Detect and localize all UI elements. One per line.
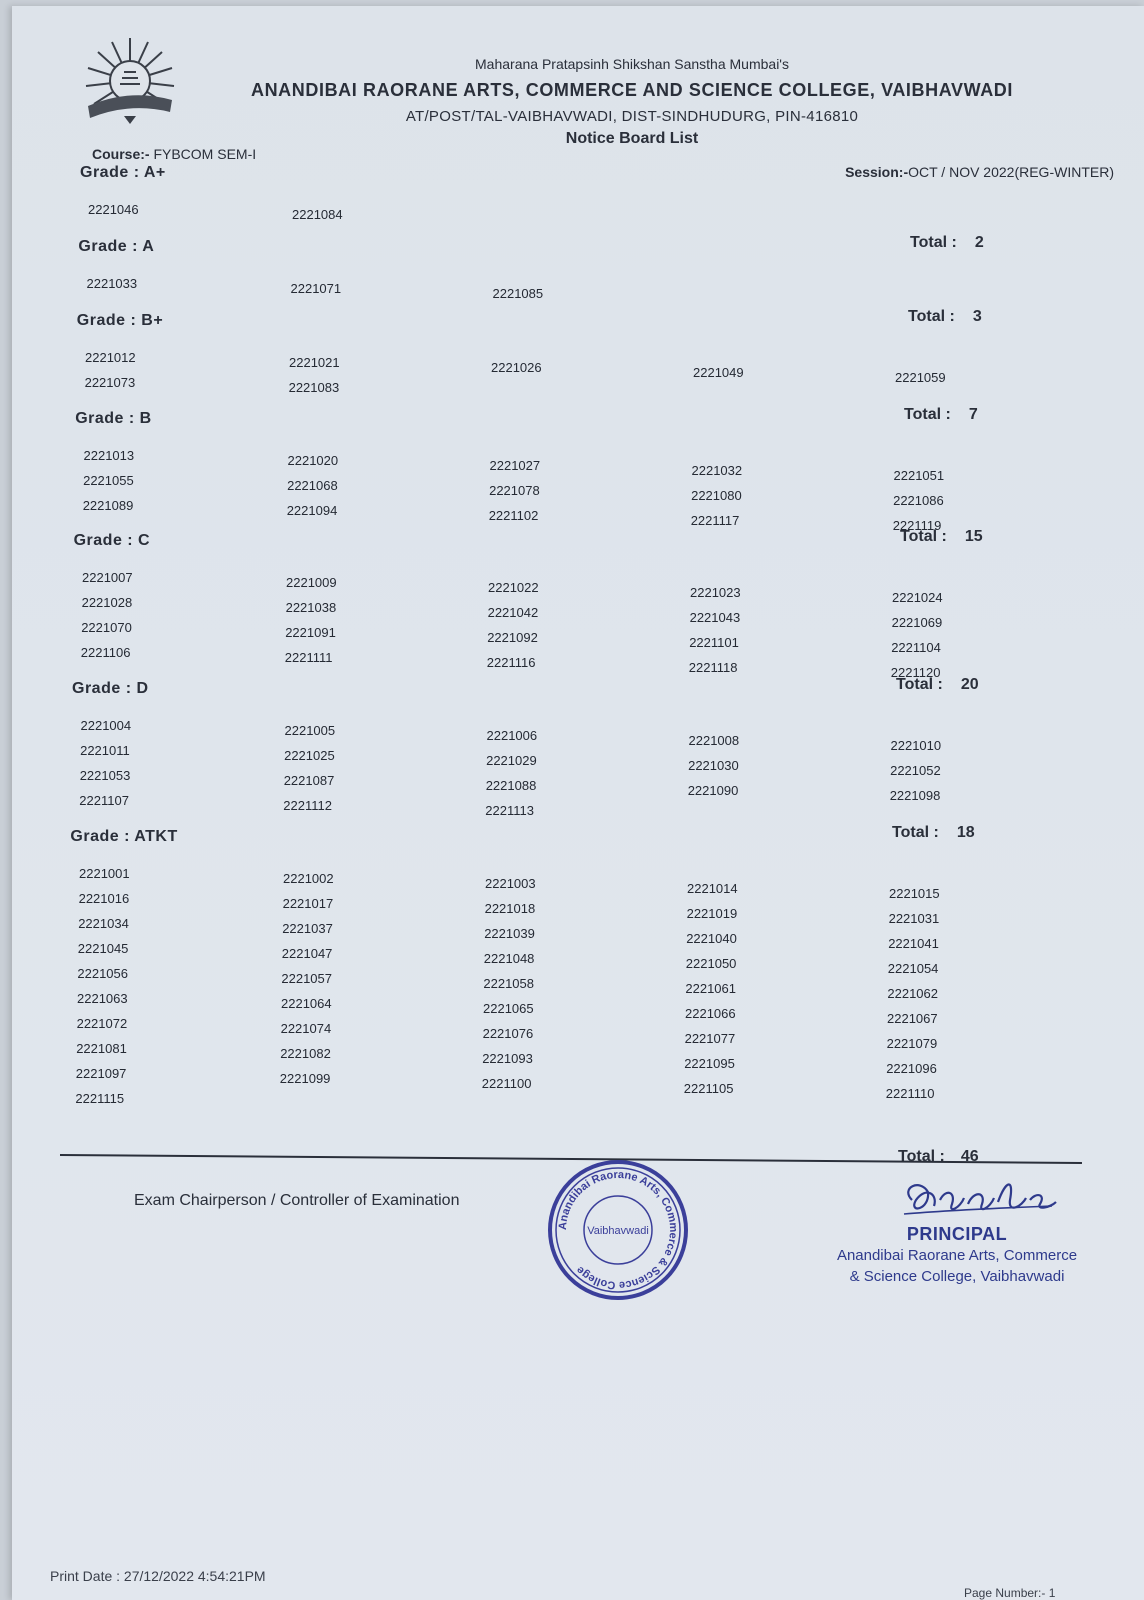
grade-total-value: 18 [956, 824, 975, 841]
roll-number: 2221104 [891, 640, 941, 655]
roll-number: 2221080 [691, 488, 742, 503]
roll-number: 2221029 [486, 753, 537, 768]
principal-block [832, 1224, 1082, 1287]
grand-total-value: 46 [960, 1148, 979, 1165]
college-name: ANANDIBAI RAORANE ARTS, COMMERCE AND SCIENCE COLLEGE, VAIBHAVWADI [250, 80, 1013, 100]
grade-title: Grade : A [78, 238, 155, 255]
grade-total [904, 406, 978, 424]
grade-title: Grade : B+ [76, 312, 164, 329]
roll-number: 2221115 [75, 1091, 125, 1106]
roll-number: 2221092 [487, 630, 538, 645]
roll-number: 2221110 [885, 1086, 935, 1101]
notice-sheet [12, 6, 1144, 1600]
grade-total-label: Total : [904, 406, 951, 423]
roll-number: 2221073 [84, 375, 136, 390]
grand-total-label: Total : [898, 1148, 945, 1165]
roll-number: 2221012 [85, 350, 136, 365]
college-address: AT/POST/TAL-VAIBHAVWADI, DIST-SINDHUDURG, PIN-416810 [405, 108, 859, 125]
roll-number: 2221045 [77, 941, 129, 956]
roll-number: 2221113 [485, 803, 534, 818]
principal-college-line1: Anandibai Raorane Arts, Commerce [836, 1247, 1078, 1264]
college-logo-icon [80, 36, 180, 126]
roll-number: 2221042 [487, 605, 539, 620]
roll-number: 2221090 [687, 783, 739, 798]
print-date: Print Date : 27/12/2022 4:54:21PM [50, 1568, 266, 1584]
roll-number: 2221081 [76, 1041, 127, 1056]
roll-number: 2221015 [889, 886, 940, 901]
session-label: Session:- [845, 164, 909, 180]
roll-number: 2221014 [687, 881, 738, 896]
roll-number: 2221100 [481, 1076, 532, 1091]
roll-number: 2221050 [685, 956, 737, 971]
roll-number: 2221068 [287, 478, 338, 493]
roll-number: 2221032 [691, 463, 743, 478]
roll-number: 2221022 [488, 580, 539, 595]
roll-number: 2221102 [488, 508, 539, 523]
grade-total-value: 7 [968, 406, 978, 423]
roll-number: 2221062 [887, 986, 939, 1001]
roll-number: 2221071 [290, 281, 342, 296]
document-title: Notice Board List [565, 130, 699, 147]
seal-ring-text: Anandibai Raorane Arts, Commerce & Science College [556, 1168, 680, 1292]
roll-number: 2221040 [686, 931, 737, 946]
roll-number: 2221039 [484, 926, 535, 941]
roll-number: 2221091 [285, 625, 336, 640]
roll-number: 2221019 [686, 906, 738, 921]
roll-number: 2221047 [281, 946, 333, 961]
roll-number: 2221065 [483, 1001, 534, 1016]
grade-total [908, 308, 982, 326]
roll-number: 2221009 [286, 575, 337, 590]
roll-number: 2221034 [78, 916, 129, 931]
roll-number: 2221008 [688, 733, 740, 748]
roll-number: 2221054 [887, 961, 939, 976]
roll-number: 2221052 [890, 763, 941, 778]
grade-total-label: Total : [910, 234, 957, 251]
roll-number: 2221085 [492, 286, 544, 301]
grade-total [900, 528, 983, 546]
session-line [845, 164, 1114, 180]
roll-number: 2221031 [888, 911, 940, 926]
roll-number: 2221105 [683, 1081, 734, 1096]
course-line [92, 146, 256, 162]
roll-number: 2221077 [684, 1031, 736, 1046]
grade-total [896, 676, 979, 694]
grade-title: Grade : B [75, 410, 152, 427]
roll-number: 2221064 [281, 996, 332, 1011]
roll-number: 2221089 [82, 498, 134, 513]
roll-number: 2221033 [86, 276, 138, 291]
roll-number: 2221076 [482, 1026, 534, 1041]
roll-number: 2221002 [283, 871, 334, 886]
principal-college-line2: & Science College, Vaibhavwadi [849, 1268, 1065, 1285]
roll-number: 2221058 [483, 976, 535, 991]
grade-total-label: Total : [908, 308, 955, 325]
grade-total-label: Total : [900, 528, 947, 545]
roll-number: 2221095 [684, 1056, 735, 1071]
roll-number: 2221010 [890, 738, 942, 753]
roll-number: 2221023 [690, 585, 741, 600]
principal-signature [890, 1170, 1060, 1230]
roll-number: 2221041 [888, 936, 939, 951]
roll-number: 2221026 [491, 360, 542, 375]
roll-number: 2221120 [890, 665, 941, 680]
exam-chairperson-signature-line: Exam Chairperson / Controller of Examination [134, 1192, 460, 1209]
roll-number: 2221013 [83, 448, 135, 463]
roll-number: 2221079 [886, 1036, 938, 1051]
grade-title: Grade : D [72, 680, 149, 697]
roll-number: 2221083 [288, 380, 340, 395]
roll-number: 2221078 [489, 483, 540, 498]
page-number: Page Number:- 1 [964, 1586, 1056, 1600]
roll-number: 2221066 [685, 1006, 736, 1021]
grade-title: Grade : ATKT [70, 828, 178, 845]
roll-number: 2221070 [81, 620, 132, 635]
roll-number: 2221107 [79, 793, 129, 808]
grade-total-value: 3 [972, 308, 982, 325]
grade-total-value: 15 [964, 528, 983, 545]
roll-number: 2221096 [886, 1061, 937, 1076]
roll-number: 2221099 [279, 1071, 331, 1086]
roll-number: 2221037 [282, 921, 333, 936]
roll-number: 2221101 [689, 635, 739, 650]
roll-number: 2221097 [75, 1066, 127, 1081]
session-value: OCT / NOV 2022(REG-WINTER) [908, 164, 1114, 180]
roll-number: 2221051 [893, 468, 945, 483]
roll-number: 2221063 [77, 991, 128, 1006]
roll-number: 2221086 [893, 493, 944, 508]
roll-number: 2221112 [283, 798, 332, 813]
roll-number: 2221067 [887, 1011, 938, 1026]
course-label: Course:- [92, 146, 150, 162]
grade-total-value: 20 [960, 676, 979, 693]
roll-number: 2221020 [287, 453, 339, 468]
roll-number: 2221072 [76, 1016, 128, 1031]
roll-number: 2221046 [88, 202, 139, 217]
roll-number: 2221004 [80, 718, 132, 733]
trust-name: Maharana Pratapsinh Shikshan Sanstha Mumbai's [475, 56, 789, 72]
roll-number: 2221098 [889, 788, 941, 803]
roll-number: 2221059 [895, 370, 946, 385]
roll-number: 2221021 [289, 355, 340, 370]
grade-title: Grade : A+ [80, 164, 166, 181]
seal-center-text: Vaibhavwadi [587, 1225, 649, 1237]
roll-number: 2221053 [79, 768, 131, 783]
roll-number: 2221057 [281, 971, 333, 986]
roll-number: 2221093 [482, 1051, 533, 1066]
roll-number: 2221038 [285, 600, 337, 615]
roll-number: 2221016 [78, 891, 130, 906]
roll-number: 2221117 [690, 513, 740, 528]
roll-number: 2221116 [486, 655, 536, 670]
roll-number: 2221055 [83, 473, 134, 488]
roll-number: 2221111 [284, 650, 333, 665]
roll-number: 2221087 [283, 773, 335, 788]
roll-number: 2221094 [286, 503, 338, 518]
roll-number: 2221088 [485, 778, 537, 793]
roll-number: 2221069 [891, 615, 943, 630]
grade-total-label: Total : [892, 824, 939, 841]
roll-number: 2221084 [292, 207, 343, 222]
roll-number: 2221005 [284, 723, 336, 738]
roll-number: 2221027 [489, 458, 541, 473]
grade-total [892, 824, 975, 842]
roll-number: 2221106 [80, 645, 131, 660]
grand-total [898, 1148, 979, 1166]
roll-number: 2221048 [483, 951, 535, 966]
roll-number: 2221011 [80, 743, 130, 758]
college-seal [544, 1156, 692, 1304]
grade-title: Grade : C [73, 532, 151, 549]
roll-number: 2221024 [892, 590, 943, 605]
roll-number: 2221082 [280, 1046, 331, 1061]
grade-total-value: 2 [974, 234, 984, 251]
roll-number: 2221018 [484, 901, 536, 916]
roll-number: 2221061 [685, 981, 737, 996]
roll-number: 2221001 [79, 866, 130, 881]
roll-number: 2221028 [81, 595, 133, 610]
roll-number: 2221118 [688, 660, 738, 675]
grade-total-label: Total : [896, 676, 943, 693]
roll-number: 2221025 [284, 748, 335, 763]
course-value: FYBCOM SEM-I [153, 146, 257, 162]
roll-number: 2221074 [280, 1021, 332, 1036]
roll-number: 2221017 [282, 896, 334, 911]
roll-number: 2221056 [77, 966, 129, 981]
roll-number: 2221006 [486, 728, 538, 743]
roll-number: 2221007 [82, 570, 133, 585]
roll-number: 2221043 [689, 610, 741, 625]
roll-number: 2221003 [485, 876, 536, 891]
roll-number: 2221119 [892, 518, 942, 533]
roll-number: 2221030 [688, 758, 739, 773]
roll-number: 2221049 [693, 365, 744, 380]
principal-title: PRINCIPAL [906, 1224, 1008, 1244]
grade-total [910, 234, 984, 252]
